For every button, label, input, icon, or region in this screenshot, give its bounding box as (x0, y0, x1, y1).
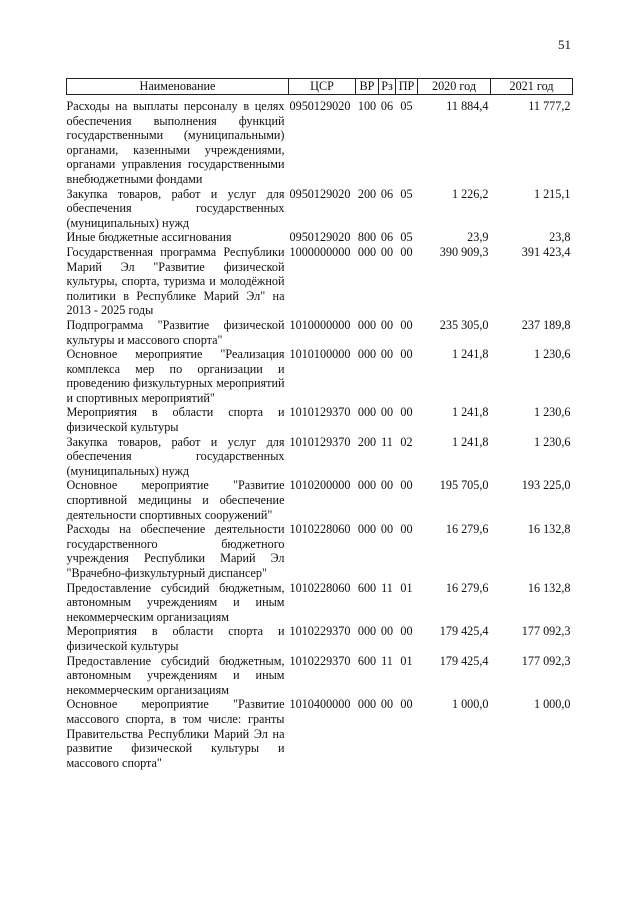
header-2020: 2020 год (418, 79, 491, 95)
row-rz: 06 (380, 186, 394, 201)
row-pr: 05 (400, 230, 413, 245)
row-rz: 00 (380, 522, 394, 537)
row-pr: 00 (400, 244, 413, 259)
row-csr: 1010129370 (289, 405, 351, 420)
table-row (67, 478, 573, 522)
table-row (67, 654, 573, 698)
row-rz: 06 (380, 230, 394, 245)
budget-table (66, 78, 573, 770)
header-csr: ЦСР (289, 79, 356, 95)
row-2020: 11 884,4 (446, 99, 489, 113)
row-pr: 05 (400, 99, 413, 113)
row-name: Предоставление субсидий бюджетным, автономным учреждениям и иным некоммерческим организациям (66, 653, 285, 697)
row-csr: 1000000000 (289, 244, 351, 259)
row-csr: 0950129020 (289, 186, 351, 201)
row-2020: 1 226,2 (451, 186, 489, 201)
table-row (67, 697, 573, 770)
header-rz: Рз (379, 79, 396, 95)
row-name: Основное мероприятие "Реализация комплекса мер по организации и проведению физкультурных мероприятий и спортивных мероприятий" (66, 347, 285, 405)
row-name: Предоставление субсидий бюджетным, автономным учреждениям и иным некоммерческим организациям (66, 580, 285, 624)
row-vr: 000 (357, 347, 377, 362)
row-2020: 195 705,0 (439, 478, 489, 493)
row-vr: 000 (357, 522, 377, 537)
row-2021: 11 777,2 (528, 99, 571, 113)
row-name: Расходы на выплаты персоналу в целях обеспечения выполнения функций государственными (муниципальными) органами, казенными учреждениями, органами управления государственными внебюджетными фондами (66, 99, 285, 186)
header-pr: ПР (396, 79, 418, 95)
row-pr: 00 (400, 697, 413, 712)
table-row (67, 522, 573, 580)
row-name: Закупка товаров, работ и услуг для обеспечения государственных (муниципальных) нужд (66, 434, 285, 478)
row-pr: 00 (400, 317, 413, 332)
row-vr: 000 (357, 478, 377, 493)
table-body (67, 95, 573, 771)
row-name: Основное мероприятие "Развитие спортивной медицины и обеспечение деятельности спортивных сооружений" (66, 478, 285, 522)
table-row (67, 435, 573, 479)
row-pr: 00 (400, 522, 413, 537)
row-rz: 11 (381, 580, 393, 595)
row-csr: 1010200000 (289, 478, 351, 493)
row-rz: 00 (380, 347, 394, 362)
row-csr: 0950129020 (289, 99, 351, 113)
row-name: Подпрограмма "Развитие физической культуры и массового спорта" (66, 317, 285, 347)
table-row (67, 624, 573, 653)
row-name: Мероприятия в области спорта и физической культуры (66, 624, 285, 653)
header-2021: 2021 год (491, 79, 573, 95)
row-2020: 1 241,8 (451, 434, 489, 449)
table-row (67, 581, 573, 625)
header-vr: ВР (356, 79, 379, 95)
row-2021: 1 000,0 (533, 697, 571, 712)
row-2020: 179 425,4 (439, 624, 489, 639)
row-name: Основное мероприятие "Развитие массового спорта, в том числе: гранты Правительства Республики Марий Эл на развитие физической культуры и массового спорта" (66, 697, 285, 770)
row-2021: 391 423,4 (521, 244, 571, 259)
row-pr: 00 (400, 624, 413, 639)
row-vr: 800 (357, 230, 377, 245)
header-name: Наименование (67, 79, 289, 95)
row-pr: 01 (400, 580, 413, 595)
row-pr: 02 (400, 434, 413, 449)
row-2020: 235 305,0 (439, 317, 489, 332)
row-pr: 01 (400, 653, 413, 668)
row-2021: 177 092,3 (521, 624, 571, 639)
row-csr: 1010228060 (289, 522, 351, 537)
row-vr: 200 (357, 434, 377, 449)
row-pr: 00 (400, 478, 413, 493)
row-2020: 16 279,6 (445, 522, 489, 537)
table-row (67, 95, 573, 187)
row-2020: 179 425,4 (439, 653, 489, 668)
row-name: Закупка товаров, работ и услуг для обеспечения государственных (муниципальных) нужд (66, 186, 285, 230)
row-2020: 1 241,8 (451, 405, 489, 420)
row-pr: 00 (400, 405, 413, 420)
table-row (67, 347, 573, 405)
table-row (67, 245, 573, 318)
row-rz: 06 (380, 99, 394, 113)
row-2021: 237 189,8 (521, 317, 571, 332)
row-rz: 11 (381, 434, 393, 449)
row-pr: 05 (400, 186, 413, 201)
table-row (67, 230, 573, 245)
table-row (67, 187, 573, 231)
row-2020: 1 241,8 (451, 347, 489, 362)
table-row (67, 318, 573, 347)
row-2020: 16 279,6 (445, 580, 489, 595)
row-csr: 1010100000 (289, 347, 351, 362)
row-rz: 00 (380, 244, 394, 259)
row-name: Государственная программа Республики Марий Эл "Развитие физической культуры, спорта, туризма и молодёжной политики в Республике Марий Эл" на 2013 - 2025 годы (66, 244, 285, 318)
row-2021: 177 092,3 (521, 653, 571, 668)
row-2021: 1 230,6 (533, 405, 571, 420)
row-vr: 000 (357, 405, 377, 420)
row-rz: 00 (380, 478, 394, 493)
row-csr: 1010129370 (289, 434, 351, 449)
table-header (67, 79, 573, 95)
row-2020: 23,9 (467, 230, 489, 245)
row-vr: 000 (357, 317, 377, 332)
row-name: Расходы на обеспечение деятельности государственного бюджетного учреждения Республики Марий Эл "Врачебно-физкультурный диспансер" (66, 522, 285, 580)
row-2021: 193 225,0 (521, 478, 571, 493)
row-2021: 16 132,8 (527, 522, 571, 537)
page-number: 51 (558, 37, 571, 52)
table-row (67, 405, 573, 434)
row-rz: 00 (380, 624, 394, 639)
row-csr: 0950129020 (289, 230, 351, 245)
row-rz: 00 (380, 405, 394, 420)
row-2021: 1 230,6 (533, 347, 571, 362)
row-2021: 16 132,8 (527, 580, 571, 595)
row-vr: 600 (357, 580, 377, 595)
row-vr: 000 (357, 697, 377, 712)
row-csr: 1010228060 (289, 580, 351, 595)
row-vr: 600 (357, 653, 377, 668)
row-rz: 11 (381, 653, 393, 668)
row-2021: 23,8 (549, 230, 571, 245)
row-vr: 100 (357, 99, 377, 113)
row-name: Иные бюджетные ассигнования (66, 230, 232, 245)
row-2021: 1 215,1 (533, 186, 571, 201)
row-2020: 1 000,0 (451, 697, 489, 712)
row-csr: 1010229370 (289, 624, 351, 639)
row-vr: 200 (357, 186, 377, 201)
row-2021: 1 230,6 (533, 434, 571, 449)
row-csr: 1010000000 (289, 317, 351, 332)
row-rz: 00 (380, 317, 394, 332)
row-vr: 000 (357, 244, 377, 259)
row-pr: 00 (400, 347, 413, 362)
row-rz: 00 (380, 697, 394, 712)
row-csr: 1010400000 (289, 697, 351, 712)
row-2020: 390 909,3 (439, 244, 489, 259)
row-name: Мероприятия в области спорта и физической культуры (66, 405, 285, 435)
row-vr: 000 (357, 624, 377, 639)
row-csr: 1010229370 (289, 653, 351, 668)
